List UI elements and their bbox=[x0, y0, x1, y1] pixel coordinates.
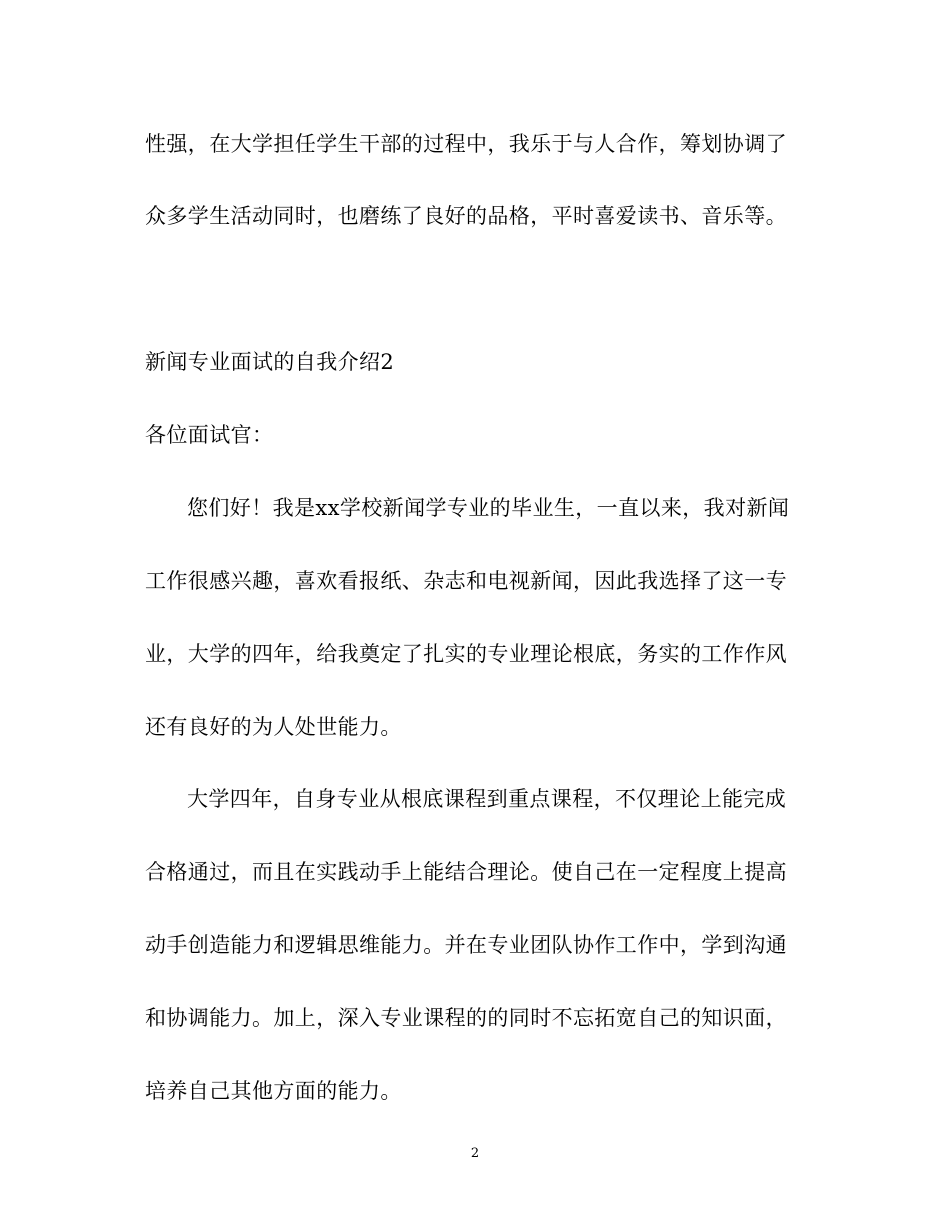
paragraph-line: 业，大学的四年，给我奠定了扎实的专业理论根底，务实的工作作风 bbox=[145, 642, 787, 666]
page-number: 2 bbox=[470, 1146, 480, 1161]
body-text-line: 性强，在大学担任学生干部的过程中，我乐于与人合作，筹划协调了 bbox=[145, 132, 787, 156]
section-title: 新闻专业面试的自我介绍2 bbox=[145, 350, 395, 374]
paragraph-line: 培养自己其他方面的能力。 bbox=[145, 1079, 402, 1103]
body-text-line: 众多学生活动同时，也磨练了良好的品格，平时喜爱读书、音乐等。 bbox=[145, 204, 787, 228]
paragraph-line: 和协调能力。加上，深入专业课程的的同时不忘拓宽自己的知识面， bbox=[145, 1006, 787, 1030]
paragraph-line: 您们好！我是xx学校新闻学专业的毕业生，一直以来，我对新闻 bbox=[187, 496, 790, 520]
paragraph-line: 动手创造能力和逻辑思维能力。并在专业团队协作工作中，学到沟通 bbox=[145, 933, 787, 957]
salutation: 各位面试官： bbox=[145, 423, 274, 447]
paragraph-line: 工作很感兴趣，喜欢看报纸、杂志和电视新闻，因此我选择了这一专 bbox=[145, 569, 787, 593]
paragraph-line: 还有良好的为人处世能力。 bbox=[145, 715, 402, 739]
paragraph-line: 合格通过，而且在实践动手上能结合理论。使自己在一定程度上提高 bbox=[145, 860, 787, 884]
paragraph-line: 大学四年，自身专业从根底课程到重点课程，不仅理论上能完成 bbox=[187, 787, 787, 811]
